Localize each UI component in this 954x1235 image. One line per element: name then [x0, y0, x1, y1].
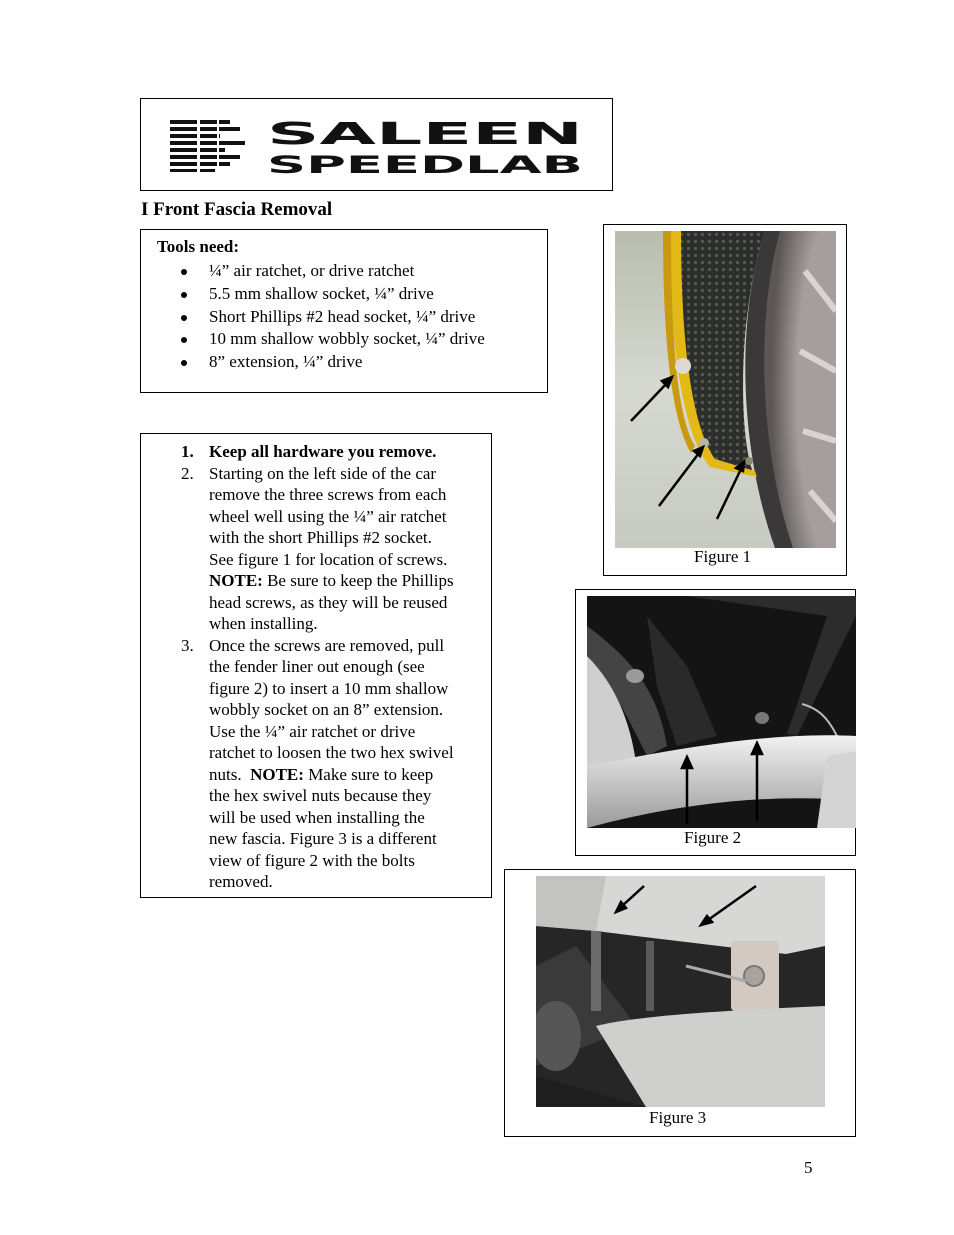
bullet-icon — [181, 269, 187, 275]
step-text: Use the ¼” air ratchet or drive — [209, 721, 416, 741]
step-number: 1. — [181, 442, 194, 461]
steps-box — [140, 433, 492, 898]
figure-3 — [504, 869, 856, 1137]
step-text: when installing. — [209, 614, 318, 633]
figure-1-caption: Figure 1 — [694, 547, 752, 566]
tools-box: Tools need: ¼” air ratchet, or drive ratchet 5.5 mm shallow socket, ¼” drive Short Phillips #2 head socket, ¼” drive 10 mm shallow wobbly socket, ¼” drive 8” extension, ¼” drive — [140, 229, 548, 393]
logo-sub-text: SPEEDLAB — [267, 151, 583, 176]
step-text: new fascia. Figure 3 is a different — [209, 829, 437, 848]
step-note-line: NOTE: Be sure to keep the Phillips — [209, 571, 454, 590]
step-text: will be used when installing the — [209, 807, 425, 827]
figure-2 — [575, 589, 856, 856]
figure-3-caption: Figure 3 — [649, 1108, 707, 1127]
step-text: Once the screws are removed, pull — [209, 635, 445, 655]
step-text: wheel well using the ¼” air ratchet — [209, 506, 447, 526]
step-number: 3. — [181, 635, 194, 655]
step-text: view of figure 2 with the bolts — [209, 850, 415, 870]
step-text: figure 2) to insert a 10 mm shallow — [209, 678, 449, 698]
step-text: the fender liner out enough (see — [209, 657, 425, 676]
saleen-speedlab-logo — [167, 116, 585, 176]
step-text: removed. — [209, 872, 273, 891]
figure-1 — [603, 224, 847, 576]
figure-1-photo — [615, 231, 836, 548]
step-text: ratchet to loosen the two hex swivel — [209, 743, 454, 762]
note-label: NOTE: — [209, 571, 263, 590]
step-text: wobbly socket on an 8” extension. — [209, 700, 444, 719]
step-text: remove the three screws from each — [209, 485, 447, 504]
figure-3-photo — [536, 876, 825, 1107]
step-text: with the short Phillips #2 socket. — [209, 528, 432, 547]
step-number: 2. — [181, 463, 194, 483]
bullet-icon — [181, 292, 187, 298]
page-number: 5 — [804, 1158, 813, 1177]
step-text: the hex swivel nuts because they — [209, 786, 432, 805]
bullet-icon — [181, 315, 187, 321]
step-text: See figure 1 for location of screws. — [209, 549, 448, 569]
step-text: Starting on the left side of the car — [209, 463, 437, 483]
bullet-icon — [181, 337, 187, 343]
note-label: NOTE: — [250, 764, 304, 784]
tools-heading: Tools need: — [157, 237, 240, 256]
figure-2-caption: Figure 2 — [684, 828, 742, 847]
figure-2-photo — [587, 596, 856, 828]
section-title: I Front Fascia Removal — [141, 199, 333, 220]
logo-frame — [140, 98, 613, 191]
step-text: head screws, as they will be reused — [209, 592, 448, 612]
logo-brand-text: SALEEN — [267, 117, 583, 152]
step-note-line: nuts. NOTE: Make sure to keep — [209, 764, 434, 784]
step-text: Keep all hardware you remove. — [209, 442, 437, 461]
bullet-icon — [181, 360, 187, 366]
